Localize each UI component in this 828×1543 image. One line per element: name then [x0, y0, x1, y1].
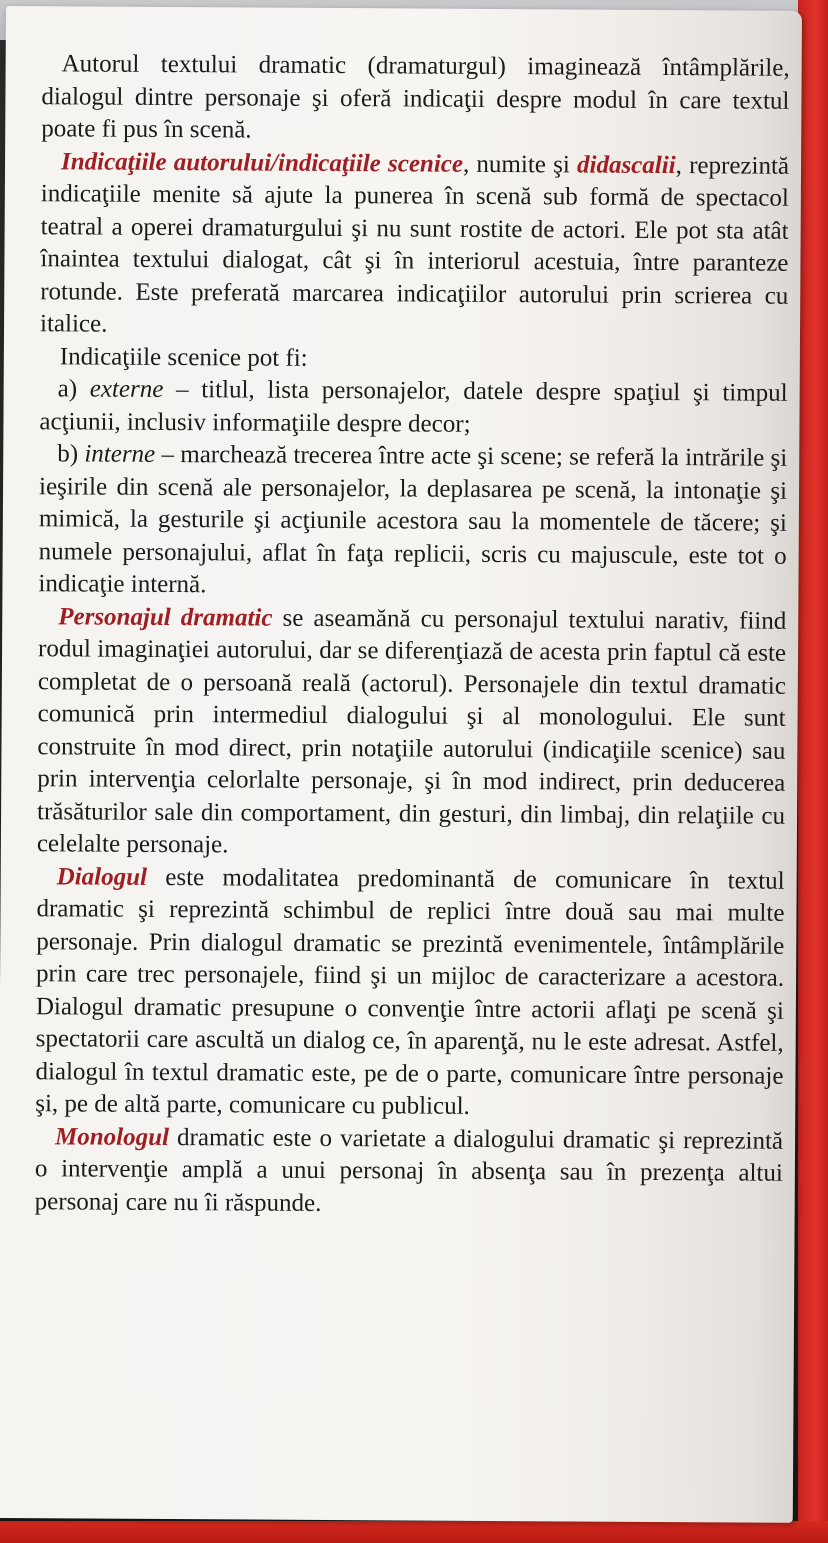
paragraph-personajul: [37, 601, 787, 866]
book-red-bottom-edge: [0, 1521, 828, 1543]
book-page: [0, 6, 802, 1523]
list-item-interne: [38, 438, 787, 605]
paragraph-dialogul: [35, 861, 785, 1126]
list-term-interne: interne: [84, 440, 156, 468]
paragraph-monologul-text: dramatic este o varietate a dialogului dramatic şi reprezintă o intervenţie amplă a unui personaj în absenţa sau în prezenţa altui personaj care nu îi răspunde.: [34, 1123, 784, 1217]
page-text: [35, 48, 790, 1223]
paragraph-intro: [41, 48, 790, 150]
list-text-interne: – marchează trecerea între acte şi scene; se referă la intrările şi ieşirile din scenă ale personajelor, la deplasarea pe scenă, la intonaţie şi mimică, la gesturile şi acţiunile acestora sau la momentele de tăcere; şi numele personajului, aflat în faţa replicii, scris cu majuscule, este tot o indicaţie internă.: [38, 440, 788, 599]
paragraph-didascalii: [40, 146, 789, 346]
list-item-externe: [39, 373, 787, 443]
list-term-externe: externe: [89, 375, 164, 403]
paragraph-monologul: [35, 1121, 784, 1223]
book-red-edge: [798, 0, 828, 1543]
paragraph-dialogul-text: este modalitatea predominantă de comunicare în textul dramatic şi reprezintă schimbul de replici între două sau mai multe personaje. Prin dialogul dramatic se prezintă evenimentele, întâmplările prin care trec personajele, fiind şi un mijloc de caracterizare a acestora. Dialogul dramatic presupune o convenţie între actorii aflaţi pe scenă şi spectatorii care ascultă un dialog ce, în aparenţă, nu le este adresat. Astfel, dialogul în textul dramatic este, pe de o parte, comunicare între personaje şi, pe de altă parte, comunicare cu publicul.: [35, 863, 785, 1120]
paragraph-types-heading: [40, 341, 788, 378]
term-dialogul: Dialogul: [56, 862, 148, 891]
paragraph-intro-text: Autorul textului dramatic (dramaturgul) imaginează întâmplările, dialogul dintre personaje şi oferă indicaţii despre modul în care textul poate fi pus în scenă.: [41, 50, 790, 144]
term-indicatii: Indicaţiile autorului/indicaţiile scenice: [60, 147, 464, 178]
paragraph-didascalii-text: , reprezintă indicaţiile menite să ajute la punerea în scenă sub formă de spectacol teatral a operei dramaturgului şi nu sunt rostite de actori. Ele pot sta atât înaintea textului dialogat, cât şi în interiorul acestuia, între paranteze rotunde. Este preferată marcarea indicaţiilor autorului prin scrierea cu italice.: [39, 151, 790, 338]
paragraph-personajul-text: se aseamănă cu personajul textului narativ, fiind rodul imaginaţiei autorului, dar se diferenţiază de acesta prin faptul că este completat de o persoană reală (actorul). Personajele din textul dramatic comunică prin intermediul dialogului şi al monologului. Ele sunt construite în mod direct, prin notaţiile autorului (indicaţiile scenice) sau prin intervenţia celorlalte personaje, şi în mod indirect, prin deducerea trăsăturilor sale din comportament, din gesturi, din limbaj, din relaţiile cu celelalte personaje.: [36, 604, 787, 859]
paragraph-didascalii-mid: , numite şi: [462, 150, 578, 178]
list-text-externe: – titlul, lista personajelor, datele despre spaţiul şi timpul acţiunii, inclusiv informaţiile despre decor;: [39, 375, 788, 438]
list-prefix-a: a): [57, 375, 90, 403]
term-didascalii: didascalii: [576, 150, 676, 179]
term-personajul-dramatic: Personajul dramatic: [58, 602, 273, 632]
term-monologul: Monologul: [55, 1122, 170, 1151]
list-prefix-b: b): [57, 440, 85, 468]
types-heading-text: Indicaţiile scenice pot fi:: [59, 342, 308, 372]
